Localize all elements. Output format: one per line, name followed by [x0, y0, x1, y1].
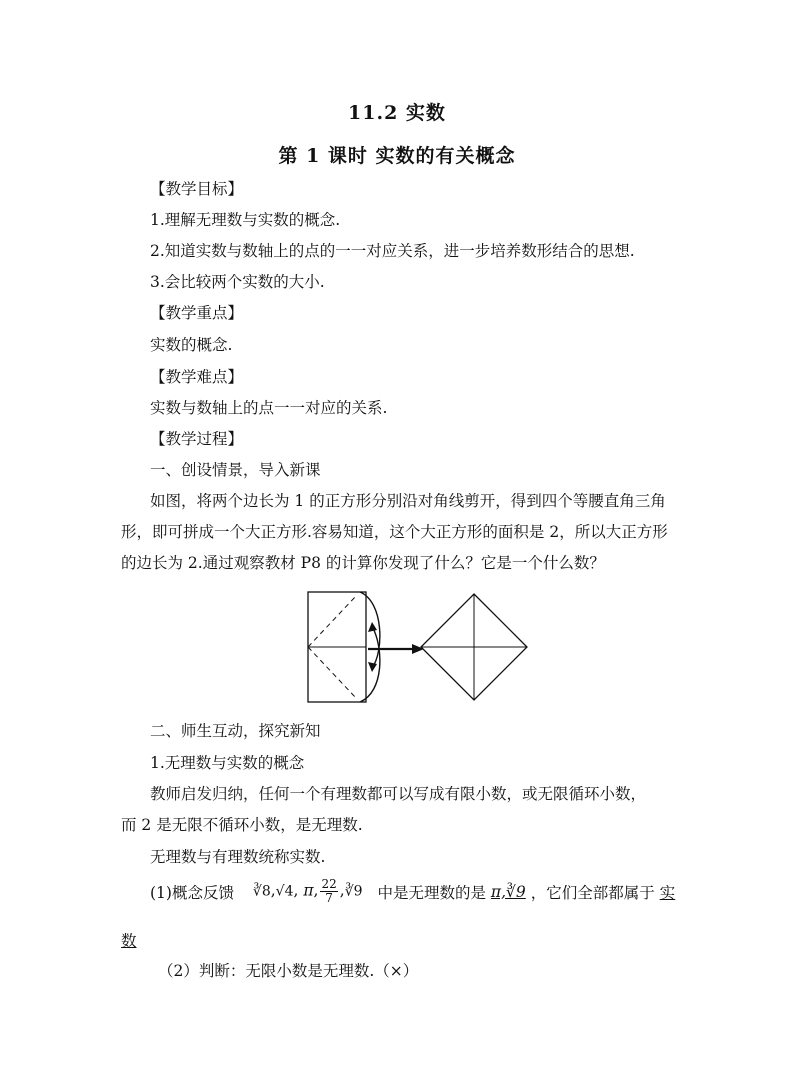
induction-line-2: 而 2 是无限不循环小数，是无理数.: [121, 816, 363, 834]
lower-arrowhead: [368, 622, 377, 632]
real-answer-part1: 实: [659, 883, 676, 902]
part2-heading: 二、师生互动，探究新知: [150, 722, 321, 740]
real-answer-part2: 数: [121, 932, 137, 950]
intro-line-3: 的边长为 2.通过观察教材 P8 的计算你发现了什么？它是一个什么数？: [121, 554, 605, 572]
concept-feedback-line: [150, 878, 675, 905]
feedback-label: (1)概念反馈: [150, 883, 234, 902]
upper-arrowhead: [368, 662, 377, 672]
fraction-numerator: 22: [321, 877, 337, 891]
intro-line-1: 如图，将两个边长为 1 的正方形分别沿对角线剪开，得到四个等腰直角三角: [150, 492, 666, 510]
goal-item-2: 2.知道实数与数轴上的点的一一对应关系，进一步培养数形结合的思想.: [150, 242, 635, 260]
intro-line-2: 形，即可拼成一个大正方形.容易知道，这个大正方形的面积是 2，所以大正方形: [121, 523, 668, 541]
lower-diagonal-cut: [308, 647, 356, 698]
sub1-heading: 1.无理数与实数的概念: [150, 754, 305, 772]
section-title: 11.2 实数: [348, 102, 446, 124]
number-list: ∛8,√4, π, $\frac{22}{7}$ ,∛9: [252, 877, 363, 905]
goals-heading: 【教学目标】: [150, 180, 244, 198]
irrational-answer: π,∛9: [490, 882, 526, 901]
pi-symbol: π: [303, 881, 314, 900]
lesson-subtitle: 第 1 课时 实数的有关概念: [278, 145, 516, 167]
goal-item-3: 3.会比较两个实数的大小.: [150, 273, 325, 291]
feedback-tail-text: ，它们全部都属于: [530, 883, 655, 902]
definition-text: 无理数与有理数统称实数.: [150, 848, 326, 866]
cube-root-9: ∛9: [344, 883, 363, 900]
goal-item-1: 1.理解无理数与实数的概念.: [150, 211, 341, 229]
cube-root-8: ∛8: [252, 883, 271, 900]
key-heading: 【教学重点】: [150, 304, 244, 322]
process-heading: 【教学过程】: [150, 430, 244, 448]
difficulty-heading: 【教学难点】: [150, 368, 244, 386]
induction-line-1: 教师启发归纳，任何一个有理数都可以写成有限小数，或无限循环小数，: [150, 785, 647, 803]
figure-svg: [300, 588, 530, 706]
square-rearrangement-figure: [300, 588, 530, 710]
fraction-22-7: [320, 878, 337, 905]
feedback-mid-text: 中是无理数的是: [377, 883, 486, 902]
upper-diagonal-cut: [308, 596, 356, 647]
fraction-denominator: 7: [325, 891, 333, 905]
part1-heading: 一、创设情景，导入新课: [150, 461, 321, 479]
judgement-question: （2）判断：无限小数是无理数.（×）: [158, 962, 419, 980]
key-text: 实数的概念.: [150, 336, 233, 354]
difficulty-text: 实数与数轴上的点一一对应的关系.: [150, 399, 388, 417]
sqrt-4: √4: [275, 883, 294, 900]
